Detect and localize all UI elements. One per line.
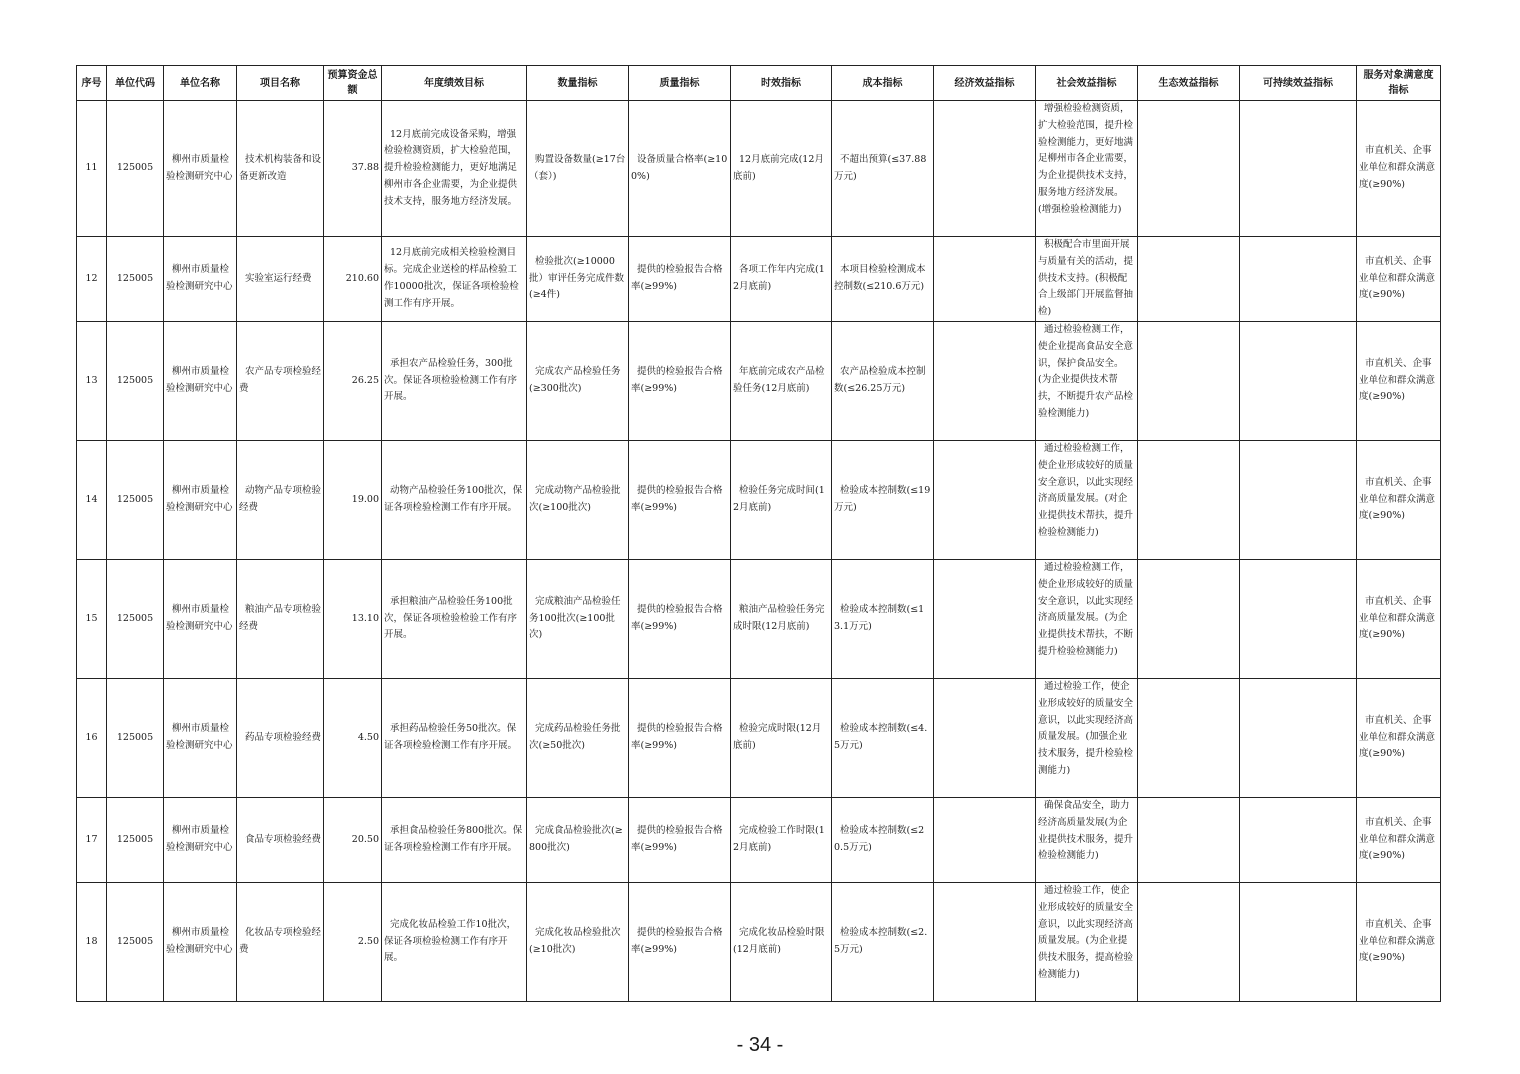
table-row [77, 440, 1441, 559]
col-header-seq: 序号 [77, 66, 107, 101]
cell-timeliness: 检验任务完成时间(12月底前) [731, 440, 832, 559]
cell-cost: 检验成本控制数(≤2.5万元) [832, 882, 934, 1001]
col-header-sustainable: 可持续效益指标 [1240, 66, 1357, 101]
cell-timeliness: 完成化妆品检验时限(12月底前) [731, 882, 832, 1001]
cell-unit-name: 柳州市质量检验检测研究中心 [164, 882, 237, 1001]
cell-satisfaction: 市直机关、企事业单位和群众满意度(≥90%) [1357, 797, 1441, 882]
table-row [77, 882, 1441, 1001]
cell-unit-code: 125005 [107, 321, 164, 440]
cell-quality: 提供的检验报告合格率(≥99%) [629, 321, 731, 440]
cell-economic [934, 678, 1036, 797]
cell-project: 实验室运行经费 [237, 237, 324, 322]
cell-ecological [1138, 321, 1240, 440]
cell-satisfaction: 市直机关、企事业单位和群众满意度(≥90%) [1357, 678, 1441, 797]
cell-economic [934, 559, 1036, 678]
cell-ecological [1138, 678, 1240, 797]
cell-ecological [1138, 559, 1240, 678]
cell-seq: 17 [77, 797, 107, 882]
cell-satisfaction: 市直机关、企事业单位和群众满意度(≥90%) [1357, 237, 1441, 322]
col-header-unit-name: 单位名称 [164, 66, 237, 101]
cell-quality: 提供的检验报告合格率(≥99%) [629, 882, 731, 1001]
cell-timeliness: 各项工作年内完成(12月底前) [731, 237, 832, 322]
cell-unit-code: 125005 [107, 797, 164, 882]
cell-project: 化妆品专项检验经费 [237, 882, 324, 1001]
cell-unit-name: 柳州市质量检验检测研究中心 [164, 321, 237, 440]
cell-cost: 本项目检验检测成本控制数(≤210.6万元) [832, 237, 934, 322]
cell-economic [934, 440, 1036, 559]
cell-annual-goal: 承担农产品检验任务，300批次。保证各项检验检测工作有序开展。 [382, 321, 527, 440]
cell-economic [934, 237, 1036, 322]
cell-ecological [1138, 101, 1240, 237]
cell-unit-name: 柳州市质量检验检测研究中心 [164, 440, 237, 559]
cell-timeliness: 粮油产品检验任务完成时限(12月底前) [731, 559, 832, 678]
cell-annual-goal: 动物产品检验任务100批次，保证各项检验检测工作有序开展。 [382, 440, 527, 559]
cell-social: 积极配合市里面开展与质量有关的活动，提供技术支持。(积极配合上级部门开展监督抽检) [1036, 237, 1138, 322]
cell-unit-code: 125005 [107, 101, 164, 237]
table-row [77, 101, 1441, 237]
cell-budget: 37.88 [324, 101, 382, 237]
cell-unit-code: 125005 [107, 440, 164, 559]
cell-seq: 18 [77, 882, 107, 1001]
cell-timeliness: 年底前完成农产品检验任务(12月底前) [731, 321, 832, 440]
col-header-social: 社会效益指标 [1036, 66, 1138, 101]
cell-quality: 提供的检验报告合格率(≥99%) [629, 797, 731, 882]
cell-social: 通过检验工作，使企业形成较好的质量安全意识，以此实现经济高质量发展。(加强企业技术服务，提升检验检测能力) [1036, 678, 1138, 797]
cell-quantity: 购置设备数量(≥17台（套）) [527, 101, 629, 237]
col-header-quantity: 数量指标 [527, 66, 629, 101]
cell-timeliness: 12月底前完成(12月底前) [731, 101, 832, 237]
cell-sustainable [1240, 678, 1357, 797]
table-row [77, 237, 1441, 322]
table-row [77, 559, 1441, 678]
cell-cost: 检验成本控制数(≤20.5万元) [832, 797, 934, 882]
cell-cost: 农产品检验成本控制数(≤26.25万元) [832, 321, 934, 440]
cell-project: 药品专项检验经费 [237, 678, 324, 797]
cell-unit-name: 柳州市质量检验检测研究中心 [164, 237, 237, 322]
cell-unit-name: 柳州市质量检验检测研究中心 [164, 559, 237, 678]
performance-table-sheet [76, 65, 1440, 1002]
col-header-timeliness: 时效指标 [731, 66, 832, 101]
cell-seq: 11 [77, 101, 107, 237]
col-header-project: 项目名称 [237, 66, 324, 101]
cell-ecological [1138, 440, 1240, 559]
col-header-economic: 经济效益指标 [934, 66, 1036, 101]
cell-quantity: 完成药品检验任务批次(≥50批次) [527, 678, 629, 797]
cell-timeliness: 检验完成时限(12月底前) [731, 678, 832, 797]
cell-satisfaction: 市直机关、企事业单位和群众满意度(≥90%) [1357, 101, 1441, 237]
cell-social: 通过检验工作，使企业形成较好的质量安全意识，以此实现经济高质量发展。(为企业提供技术服务，提高检验检测能力) [1036, 882, 1138, 1001]
cell-unit-code: 125005 [107, 559, 164, 678]
cell-cost: 不超出预算(≤37.88万元) [832, 101, 934, 237]
cell-sustainable [1240, 237, 1357, 322]
cell-social: 通过检验检测工作，使企业形成较好的质量安全意识，以此实现经济高质量发展。(对企业提供技术帮扶，提升检验检测能力) [1036, 440, 1138, 559]
page-number: - 34 - [736, 1034, 784, 1056]
table-row [77, 321, 1441, 440]
cell-unit-name: 柳州市质量检验检测研究中心 [164, 678, 237, 797]
cell-social: 通过检验检测工作，使企业形成较好的质量安全意识，以此实现经济高质量发展。(为企业提供技术帮扶，不断提升检验检测能力) [1036, 559, 1138, 678]
table-row [77, 678, 1441, 797]
table-row [77, 797, 1441, 882]
table-header-row [77, 66, 1441, 101]
cell-quantity: 完成食品检验批次(≥800批次) [527, 797, 629, 882]
col-header-quality: 质量指标 [629, 66, 731, 101]
cell-economic [934, 321, 1036, 440]
cell-satisfaction: 市直机关、企事业单位和群众满意度(≥90%) [1357, 440, 1441, 559]
cell-quantity: 完成化妆品检验批次(≥10批次) [527, 882, 629, 1001]
cell-unit-code: 125005 [107, 678, 164, 797]
cell-social: 确保食品安全，助力经济高质量发展(为企业提供技术服务，提升检验检测能力) [1036, 797, 1138, 882]
cell-quality: 提供的检验报告合格率(≥99%) [629, 559, 731, 678]
cell-quality: 提供的检验报告合格率(≥99%) [629, 440, 731, 559]
cell-project: 动物产品专项检验经费 [237, 440, 324, 559]
cell-sustainable [1240, 440, 1357, 559]
cell-cost: 检验成本控制数(≤13.1万元) [832, 559, 934, 678]
col-header-satisfaction: 服务对象满意度指标 [1357, 66, 1441, 101]
cell-seq: 12 [77, 237, 107, 322]
cell-ecological [1138, 797, 1240, 882]
cell-unit-name: 柳州市质量检验检测研究中心 [164, 797, 237, 882]
cell-seq: 16 [77, 678, 107, 797]
cell-annual-goal: 完成化妆品检验工作10批次，保证各项检验检测工作有序开展。 [382, 882, 527, 1001]
cell-annual-goal: 承担食品检验任务800批次。保证各项检验检测工作有序开展。 [382, 797, 527, 882]
cell-timeliness: 完成检验工作时限(12月底前) [731, 797, 832, 882]
cell-economic [934, 101, 1036, 237]
cell-sustainable [1240, 797, 1357, 882]
cell-ecological [1138, 882, 1240, 1001]
cell-cost: 检验成本控制数(≤4.5万元) [832, 678, 934, 797]
cell-sustainable [1240, 321, 1357, 440]
col-header-annual-goal: 年度绩效目标 [382, 66, 527, 101]
col-header-cost: 成本指标 [832, 66, 934, 101]
cell-budget: 210.60 [324, 237, 382, 322]
cell-quality: 设备质量合格率(≥100%) [629, 101, 731, 237]
col-header-ecological: 生态效益指标 [1138, 66, 1240, 101]
cell-budget: 13.10 [324, 559, 382, 678]
performance-goals-table [76, 65, 1441, 1002]
cell-unit-code: 125005 [107, 237, 164, 322]
cell-seq: 15 [77, 559, 107, 678]
cell-budget: 2.50 [324, 882, 382, 1001]
cell-satisfaction: 市直机关、企事业单位和群众满意度(≥90%) [1357, 321, 1441, 440]
cell-cost: 检验成本控制数(≤19万元) [832, 440, 934, 559]
cell-budget: 4.50 [324, 678, 382, 797]
cell-budget: 20.50 [324, 797, 382, 882]
cell-sustainable [1240, 559, 1357, 678]
col-header-budget: 预算资金总额 [324, 66, 382, 101]
cell-quantity: 完成动物产品检验批次(≥100批次) [527, 440, 629, 559]
cell-social: 通过检验检测工作，使企业提高食品安全意识，保护食品安全。(为企业提供技术帮扶，不断提升农产品检验检测能力) [1036, 321, 1138, 440]
cell-economic [934, 882, 1036, 1001]
cell-social: 增强检验检测资质，扩大检验范围，提升检验检测能力，更好地满足柳州市各企业需要，为企业提供技术支持，服务地方经济发展。(增强检验检测能力) [1036, 101, 1138, 237]
cell-annual-goal: 承担药品检验任务50批次。保证各项检验检测工作有序开展。 [382, 678, 527, 797]
cell-annual-goal: 12月底前完成相关检验检测目标。完成企业送检的样品检验工作10000批次，保证各项检验检测工作有序开展。 [382, 237, 527, 322]
cell-quality: 提供的检验报告合格率(≥99%) [629, 678, 731, 797]
cell-sustainable [1240, 101, 1357, 237]
cell-quantity: 检验批次(≥10000批）审评任务完成件数(≥4件) [527, 237, 629, 322]
cell-unit-code: 125005 [107, 882, 164, 1001]
cell-quality: 提供的检验报告合格率(≥99%) [629, 237, 731, 322]
cell-project: 粮油产品专项检验经费 [237, 559, 324, 678]
cell-seq: 14 [77, 440, 107, 559]
cell-unit-name: 柳州市质量检验检测研究中心 [164, 101, 237, 237]
cell-project: 技术机构装备和设备更新改造 [237, 101, 324, 237]
cell-project: 食品专项检验经费 [237, 797, 324, 882]
cell-budget: 19.00 [324, 440, 382, 559]
cell-satisfaction: 市直机关、企事业单位和群众满意度(≥90%) [1357, 559, 1441, 678]
cell-economic [934, 797, 1036, 882]
cell-quantity: 完成粮油产品检验任务100批次(≥100批次) [527, 559, 629, 678]
cell-seq: 13 [77, 321, 107, 440]
cell-sustainable [1240, 882, 1357, 1001]
cell-annual-goal: 12月底前完成设备采购，增强检验检测资质，扩大检验范围，提升检验检测能力，更好地满足柳州市各企业需要，为企业提供技术支持，服务地方经济发展。 [382, 101, 527, 237]
cell-project: 农产品专项检验经费 [237, 321, 324, 440]
col-header-unit-code: 单位代码 [107, 66, 164, 101]
cell-satisfaction: 市直机关、企事业单位和群众满意度(≥90%) [1357, 882, 1441, 1001]
cell-budget: 26.25 [324, 321, 382, 440]
cell-quantity: 完成农产品检验任务(≥300批次) [527, 321, 629, 440]
cell-annual-goal: 承担粮油产品检验任务100批次，保证各项检验检验工作有序开展。 [382, 559, 527, 678]
cell-ecological [1138, 237, 1240, 322]
